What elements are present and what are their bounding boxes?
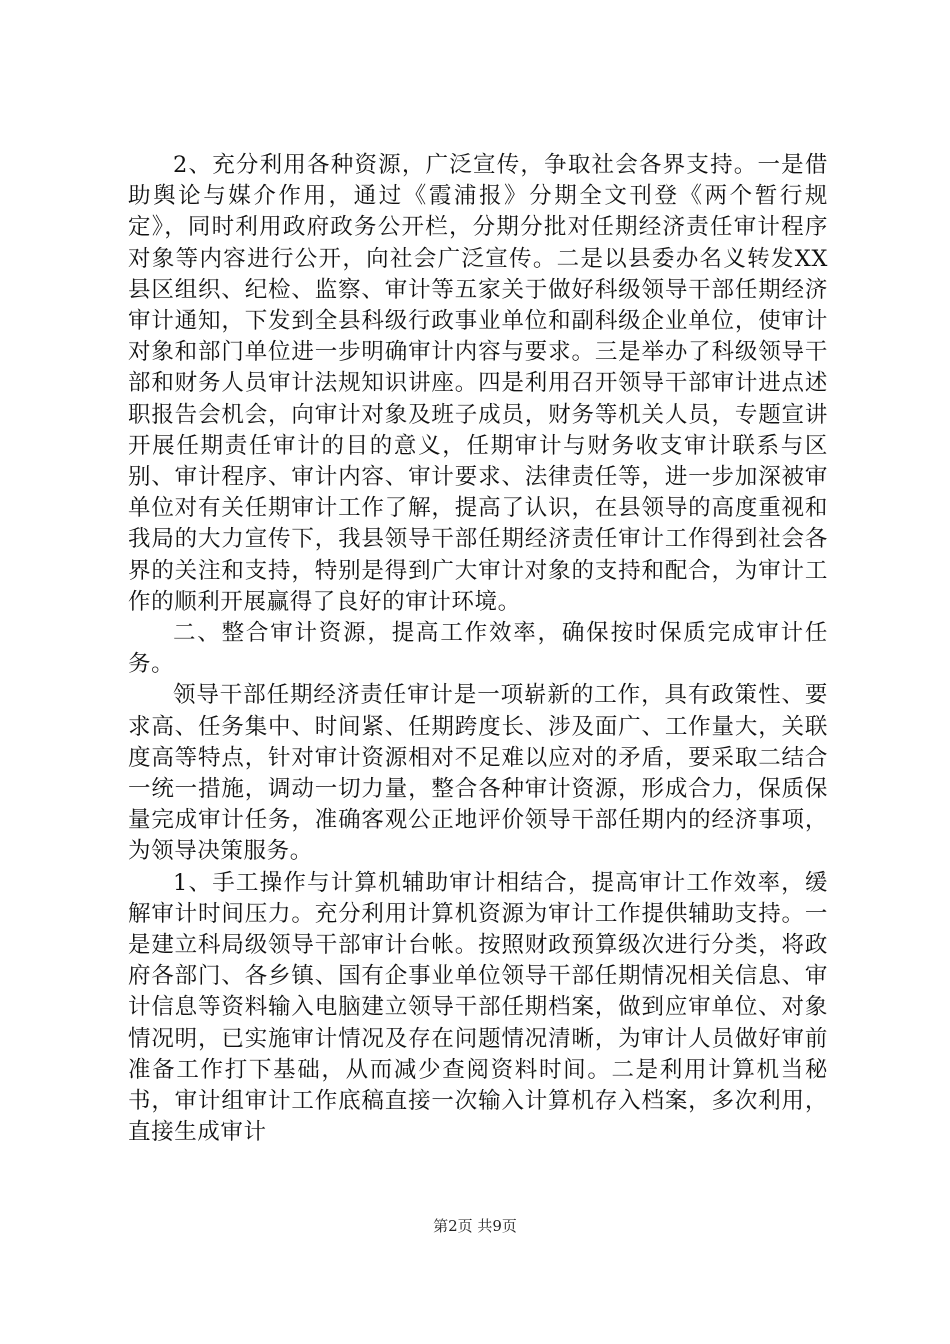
- page-footer: 第2页 共9页: [433, 1217, 517, 1235]
- paragraph-section-heading: 二、整合审计资源，提高工作效率，确保按时保质完成审计任务。: [128, 620, 828, 678]
- paragraph-audit-resources: 领导干部任期经济责任审计是一项崭新的工作，具有政策性、要求高、任务集中、时间紧、任期跨度长、涉及面广、工作量大，关联度高等特点，针对审计资源相对不足难以应对的矛盾，要采取二结合一统一措施，调动一切力量，整合各种审计资源，形成合力，保质保量完成审计任务，准确客观公正地评价领导干部任期内的经济事项，为领导决策服务。: [128, 682, 828, 865]
- document-body: [128, 150, 828, 1149]
- paragraph-computer-audit: 1、手工操作与计算机辅助审计相结合，提高审计工作效率，缓解审计时间压力。充分利用计算机资源为审计工作提供辅助支持。一是建立科局级领导干部审计台帐。按照财政预算级次进行分类，将政府各部门、各乡镇、国有企事业单位领导干部任期情况相关信息、审计信息等资料输入电脑建立领导干部任期档案，做到应审单位、对象情况明，已实施审计情况及存在问题情况清晰，为审计人员做好审前准备工作打下基础，从而减少查阅资料时间。二是利用计算机当秘书，审计组审计工作底稿直接一次输入计算机存入档案，多次利用，直接生成审计: [128, 869, 828, 1146]
- paragraph-publicity: 2、充分利用各种资源，广泛宣传，争取社会各界支持。一是借助舆论与媒介作用，通过《霞浦报》分期全文刊登《两个暂行规定》，同时利用政府政务公开栏，分期分批对任期经济责任审计程序对象等内容进行公开，向社会广泛宣传。二是以县委办名义转发XX县区组织、纪检、监察、审计等五家关于做好科级领导干部任期经济审计通知，下发到全县科级行政事业单位和副科级企业单位，使审计对象和部门单位进一步明确审计内容与要求。三是举办了科级领导干部和财务人员审计法规知识讲座。四是利用召开领导干部审计进点述职报告会机会，向审计对象及班子成员，财务等机关人员，专题宣讲开展任期责任审计的目的意义，任期审计与财务收支审计联系与区别、审计程序、审计内容、审计要求、法律责任等，进一步加深被审单位对有关任期审计工作了解，提高了认识，在县领导的高度重视和我局的大力宣传下，我县领导干部任期经济责任审计工作得到社会各界的关注和支持，特别是得到广大审计对象的支持和配合，为审计工作的顺利开展赢得了良好的审计环境。: [128, 152, 828, 615]
